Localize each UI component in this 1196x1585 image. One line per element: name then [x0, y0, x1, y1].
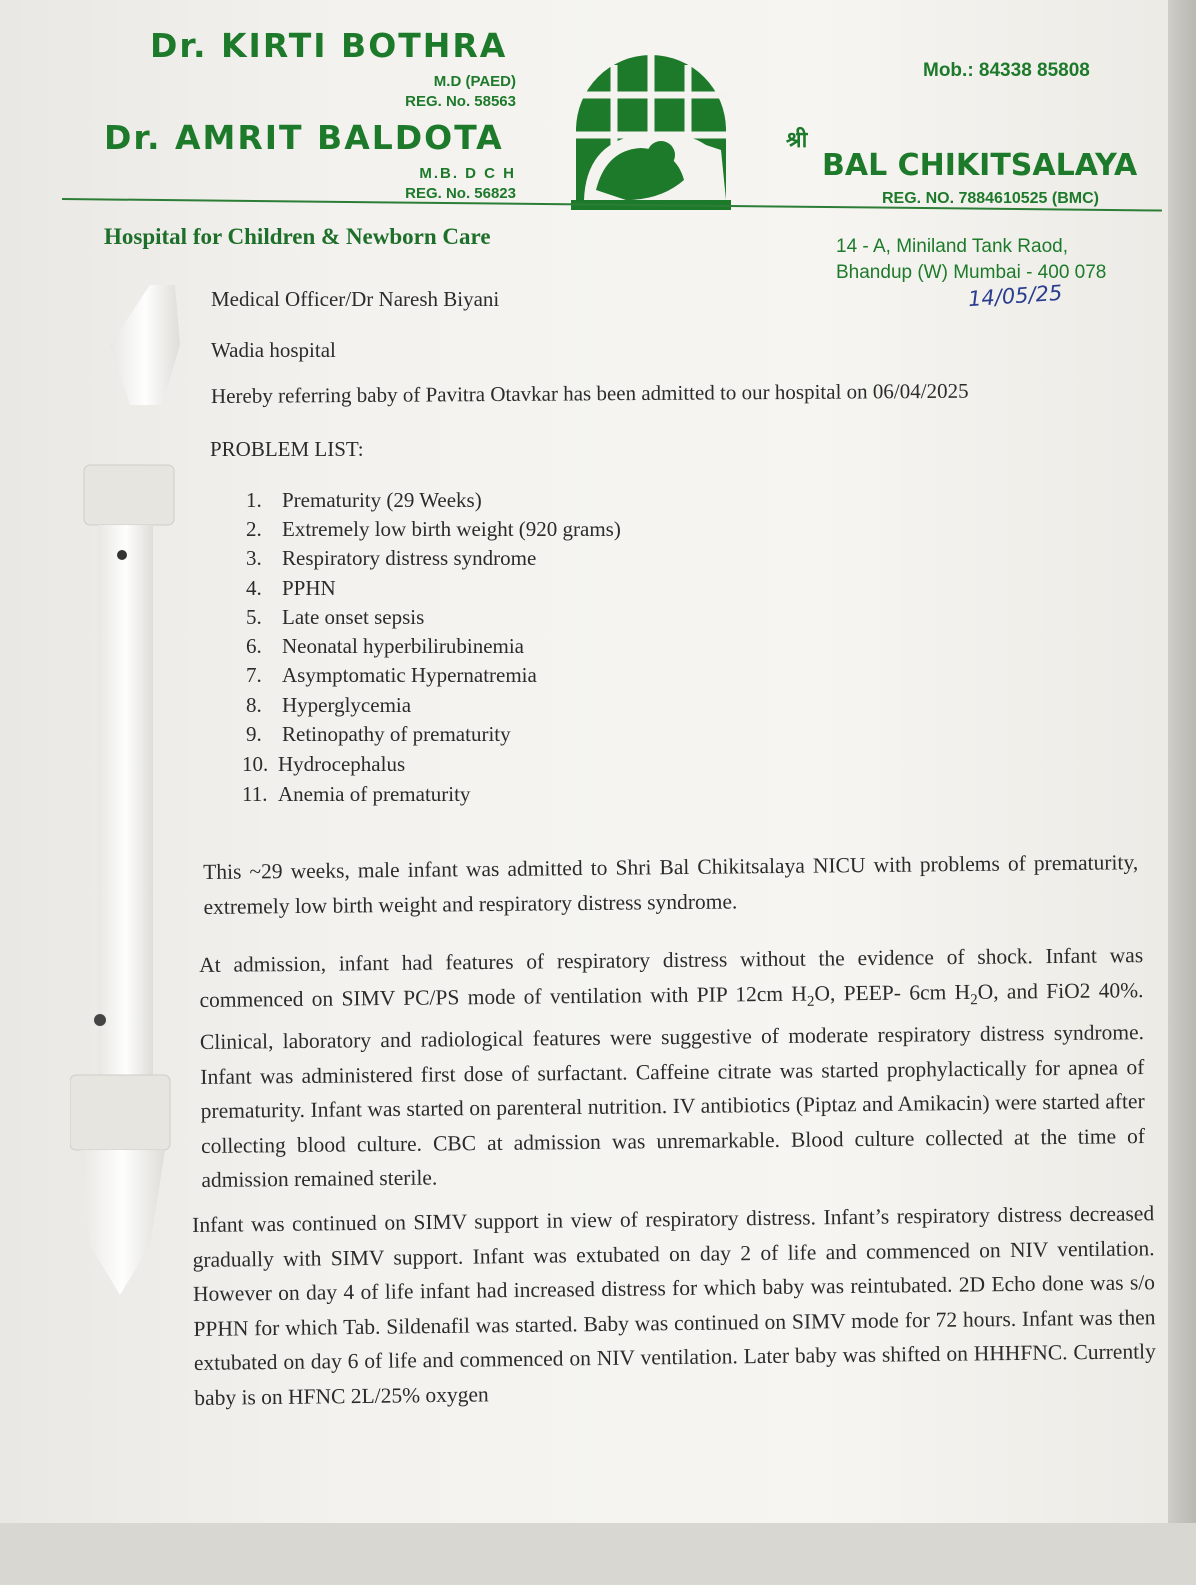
problem-item — [246, 488, 482, 513]
problem-item — [246, 576, 336, 601]
problem-item — [246, 663, 537, 688]
paper-edge — [1168, 0, 1196, 1523]
paragraph-course — [192, 1196, 1156, 1415]
doctor1-reg: REG. No. 58563 — [405, 93, 516, 110]
problem-text: Asymptomatic Hypernatremia — [282, 663, 537, 687]
problem-text: Prematurity (29 Weeks) — [282, 488, 482, 512]
doctor1-name: Dr. KIRTI BOTHRA — [150, 26, 508, 65]
problem-text: Late onset sepsis — [282, 605, 425, 629]
problem-number: 7. — [246, 663, 262, 687]
shri-prefix: श्री — [786, 127, 808, 152]
problem-number: 10. — [242, 752, 269, 776]
doctor2-degree: M.B. D C H — [419, 165, 516, 182]
subscript-2: 2 — [806, 993, 815, 1010]
problem-item — [246, 605, 424, 630]
hospital-name: BAL CHIKITSALAYA — [822, 148, 1138, 183]
problem-number: 3. — [246, 546, 262, 570]
problem-text: Hyperglycemia — [282, 693, 412, 717]
hospital-address — [836, 234, 1106, 286]
problem-item — [246, 693, 411, 718]
problem-item — [246, 634, 524, 659]
problem-number: 8. — [246, 693, 262, 717]
admission-text-b: O, PEEP- 6cm H — [814, 979, 971, 1006]
problem-number: 6. — [246, 634, 262, 658]
address-line-1: 14 - A, Miniland Tank Raod, — [836, 236, 1069, 257]
problem-text: Retinopathy of prematurity — [282, 722, 511, 746]
problem-text: Extremely low birth weight (920 grams) — [282, 517, 621, 541]
paragraph-course-text: Infant was continued on SIMV support in view of respiratory distress. Infant’s respiratory distress decreased gradually with SIMV support. Infant was extubated on day 2 of life and commenced on NIV ventilation. However on day 4 of life infant had increased distress for which baby was reintubated. 2D Echo done was s/o PPHN for which Tab. Sildenafil was started. Baby was continued on SIMV mode for 72 hours. Infant was then extubated on day 6 of life and commenced on NIV ventilation. Later baby was shifted on HHHFNC. Currently baby is on HFNC 2L/25% oxygen — [192, 1201, 1156, 1410]
problem-number: 9. — [246, 722, 262, 746]
admission-text-c: O, and FiO2 40%. Clinical, laboratory and radiological features were suggestive of moderate respiratory distress syndrome. Infant was administered first dose of surfactant. Caffeine citrate was started prophylactically for apnea of prematurity. Infant was started on parenteral nutrition. IV antibiotics (Piptaz and Amikacin) were started after collecting blood culture. CBC at admission was unremarkable. Blood culture collected at the time of admission remained sterile. — [199, 977, 1146, 1193]
recipient-hospital: Wadia hospital — [211, 338, 336, 362]
paragraph-admission-text — [199, 938, 1146, 1198]
problem-text: Respiratory distress syndrome — [282, 546, 537, 570]
problem-text: PPHN — [282, 576, 336, 600]
doctor2-reg: REG. No. 56823 — [405, 185, 516, 202]
problem-text: Hydrocephalus — [278, 752, 406, 776]
problem-item — [242, 752, 405, 777]
problem-text: Anemia of prematurity — [278, 782, 471, 806]
paragraph-admission — [199, 938, 1146, 1198]
mobile-number: Mob.: 84338 85808 — [923, 60, 1090, 81]
problem-number: 11. — [242, 782, 268, 806]
problem-text: Neonatal hyperbilirubinemia — [282, 634, 525, 658]
recipient-line: Medical Officer/Dr Naresh Biyani — [211, 287, 500, 311]
doctor1-degree: M.D (PAED) — [433, 73, 516, 90]
intro-line: Hereby referring baby of Pavitra Otavkar has been admitted to our hospital on 06/04/2025 — [210, 378, 969, 408]
problem-number: 5. — [246, 605, 262, 629]
problem-item — [246, 546, 536, 571]
paragraph-summary-text: This ~29 weeks, male infant was admitted to Shri Bal Chikitsalaya NICU with problems of prematurity, extremely low birth weight and respiratory distress syndrome. — [203, 850, 1139, 919]
doctor2-name: Dr. AMRIT BALDOTA — [104, 118, 504, 157]
admission-text-a: At admission, infant had features of respiratory distress without the evidence of shock. Infant was commenced on SIMV PC/PS mode of ventilation with PIP 12cm H — [199, 943, 1144, 1012]
problem-number: 4. — [246, 576, 262, 600]
paragraph-summary — [203, 845, 1139, 924]
problem-item — [246, 517, 621, 542]
problem-list-title: PROBLEM LIST: — [210, 437, 364, 461]
problem-item — [246, 722, 511, 747]
problem-item — [242, 782, 470, 807]
problem-number: 1. — [246, 488, 262, 512]
feeding-tube-object — [70, 285, 190, 1585]
hospital-tagline: Hospital for Children & Newborn Care — [104, 224, 491, 249]
subscript-2: 2 — [970, 991, 978, 1008]
problem-number: 2. — [246, 517, 262, 541]
window-baby-logo-icon — [566, 50, 736, 220]
handwritten-date: 14/05/25 — [967, 280, 1064, 312]
address-line-2: Bhandup (W) Mumbai - 400 078 — [836, 262, 1107, 283]
hospital-reg: REG. NO. 7884610525 (BMC) — [882, 190, 1099, 207]
